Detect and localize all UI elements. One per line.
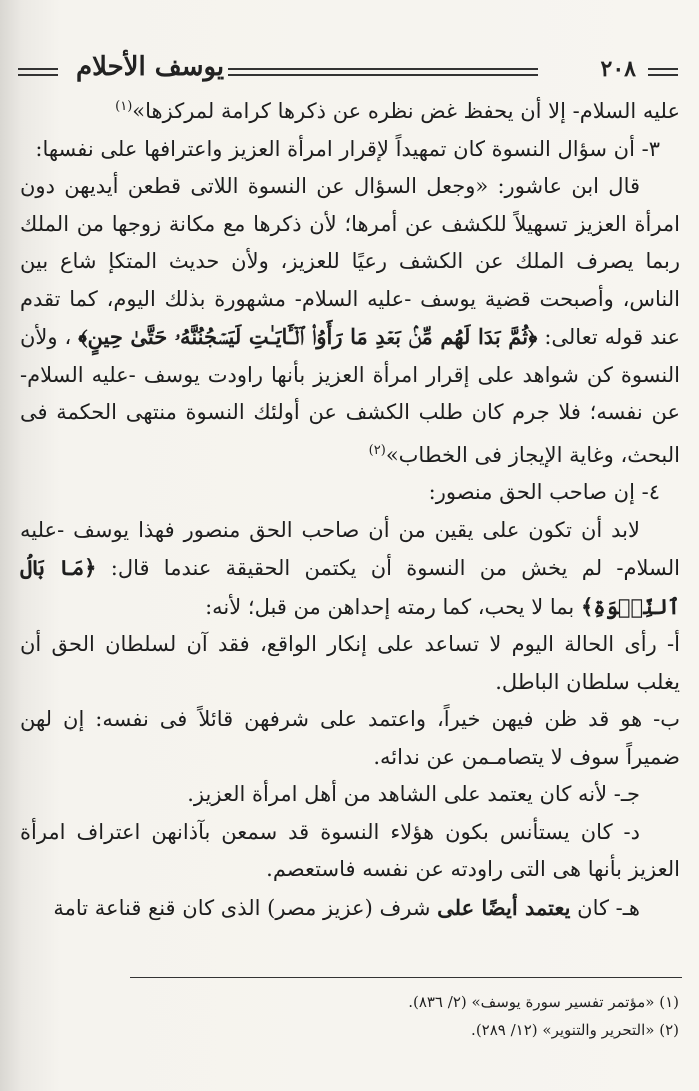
- header-rule-right: [648, 68, 678, 70]
- header-rule-right-2: [648, 74, 678, 76]
- paragraph: [20, 701, 680, 776]
- footnote-text: «مؤتمر تفسير سورة يوسف» (٢/ ٨٣٦).: [408, 993, 655, 1011]
- paragraph: [20, 626, 680, 701]
- paragraph-text: أ- رأى الحالة اليوم لا تساعد على إنكار الواقع، فقد آن لسلطان الحق أن يغلب سلطان الباطل.: [20, 632, 680, 694]
- paragraph-text: ٤- إن صاحب الحق منصور:: [428, 480, 660, 504]
- header-rule-middle: [228, 68, 538, 70]
- paragraph-text: ب- هو قد ظن فيهن خيراً، واعتمد على شرفهن قائلاً فى نفسه: إن لهن ضميراً سوف لا يتصامـمن عن ندائه.: [20, 707, 680, 769]
- paragraph-text: قال ابن عاشور: «وجعل السؤال عن النسوة اللاتى قطعن أيديهن دون امرأة العزيز تسهيلاً للكشف عن أمرها؛ لأن ذكرها مع مكانة زوجها من الملك ربما يصرف الملك عن الكشف رعيًا للعزيز، ولأن حديث المتكإ شاع بين الناس، وأصبحت قضية يوسف -عليه السلام- مشهورة بذلك اليوم، كما تقدم عند قوله تعالى:: [20, 174, 680, 349]
- paragraph-text: لابد أن تكون على يقين من أن صاحب الحق منصور فهذا يوسف -عليه السلام- لم يخش من النسوة أن يكتمن الحقيقة عندما قال:: [20, 517, 680, 580]
- paragraph: [20, 776, 680, 814]
- paragraph-text-continued: بما لا يحب، كما رمته إحداهن من قبل؛ لأنه:: [205, 594, 575, 619]
- paragraph: [20, 814, 680, 889]
- paragraph: [20, 131, 680, 169]
- footnote-separator: [130, 977, 682, 978]
- footnote-number: (١): [654, 993, 679, 1011]
- paragraph-text: هـ- كان: [577, 895, 640, 920]
- footnotes: [19, 988, 679, 1044]
- paragraph: [20, 512, 680, 627]
- footnote: [19, 1016, 679, 1044]
- paragraph: [20, 168, 680, 474]
- paragraph-text: جـ- لأنه كان يعتمد على الشاهد من أهل امرأة العزيز.: [187, 782, 640, 806]
- header-rule-left-2: [18, 74, 58, 76]
- emphasis-text: يعتمد أيضًا على: [437, 894, 571, 920]
- quran-verse: ﴿مَا بَالُ ٱلنِّسۡوَةِ﴾: [20, 555, 680, 619]
- paragraph-text: عليه السلام- إلا أن يحفظ غض نظره عن ذكرها كرامة لمركزها»: [132, 99, 680, 123]
- footnote-number: (٢): [654, 1021, 679, 1039]
- running-title: يوسف الأحلام: [76, 52, 225, 82]
- paragraph-text: ٣- أن سؤال النسوة كان تمهيداً لإقرار امرأة العزيز واعترافها على نفسها:: [35, 136, 660, 161]
- paragraph: [20, 889, 680, 928]
- paragraph-text-continued: ، ولأن النسوة كن شواهد على إقرار امرأة العزيز بأنها راودت يوسف -عليه السلام- عن نفسه؛ فلا جرم كان طلب الكشف عن أولئك النسوة منتهى الحكمة فى البحث، وغاية الإيجاز فى الخطاب»: [20, 325, 680, 467]
- footnote-text: «التحرير والتنوير» (١٢/ ٢٨٩).: [471, 1021, 655, 1039]
- footnote-ref: (١): [115, 99, 133, 114]
- header-rule-left: [18, 68, 58, 70]
- quran-verse: ﴿ثُمَّ بَدَا لَهُم مِّنۢ بَعۡدِ مَا رَأَوُا۟ ٱلۡـَٔايَـٰتِ لَيَسۡجُنُنَّهُۥ حَتَّىٰ حِينٍ﴾: [78, 324, 538, 349]
- paragraph: [20, 88, 680, 131]
- paragraph-text: د- كان يستأنس بكون هؤلاء النسوة قد سمعن بآذانهن اعتراف امرأة العزيز بأنها هى التى راودته عن نفسه فاستعصم.: [20, 819, 680, 881]
- header-rule-middle-2: [228, 74, 538, 76]
- footnote: [19, 988, 679, 1016]
- footnote-ref: (٢): [368, 442, 386, 458]
- paragraph: [20, 474, 680, 512]
- page-number: ٢٠٨: [600, 56, 636, 82]
- page-header: [18, 52, 678, 92]
- body-text: [20, 88, 680, 927]
- paragraph-text-continued: شرف (عزيز مصر) الذى كان قنع قناعة تامة: [53, 895, 431, 920]
